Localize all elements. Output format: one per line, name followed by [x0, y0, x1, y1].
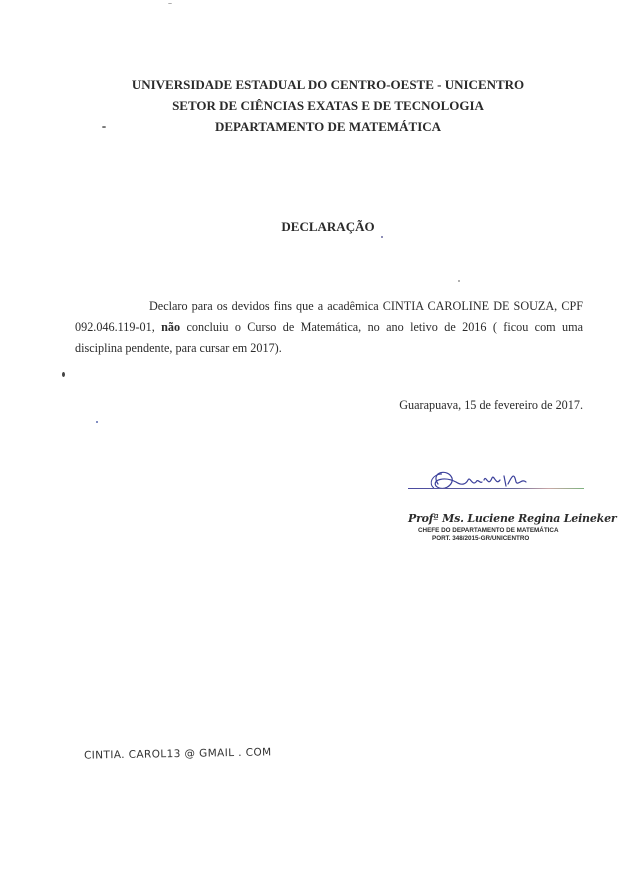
signatory-ordinance: PORT. 348/2015-GR/UNICENTRO [432, 535, 530, 542]
declaration-text-end: concluiu o Curso de Matemática, no ano letivo de 2016 ( ficou com uma disciplina pendente, para cursar em 2017). [75, 320, 584, 355]
sector-name: SETOR DE CIÊNCIAS EXATAS E DE TECNOLOGIA [172, 98, 484, 113]
signatory-name: Profª Ms. Luciene Regina Leineker [408, 512, 617, 525]
scan-speck [458, 280, 460, 282]
department-name: DEPARTAMENTO DE MATEMÁTICA [214, 119, 442, 134]
declaration-paragraph [75, 296, 583, 359]
date-line: Guarapuava, 15 de fevereiro de 2017. [399, 398, 583, 412]
declaration-text-bold: não [161, 320, 181, 334]
signature-line [408, 488, 584, 489]
scan-speck [96, 421, 98, 423]
signature-scribble [408, 462, 588, 496]
scan-speck [102, 126, 106, 128]
handwritten-email-note: CINTIA. CAROL13 @ GMAIL . COM [83, 746, 272, 762]
declaration-text-start: Declaro para os devidos fins que a acadêmica CINTIA CAROLINE DE SOUZA, CPF 092.046.119-01, [75, 299, 583, 334]
scan-speck [62, 372, 65, 377]
scan-speck [381, 236, 383, 238]
signatory-role: CHEFE DO DEPARTAMENTO DE MATEMÁTICA [418, 527, 559, 534]
university-name: UNIVERSIDADE ESTADUAL DO CENTRO-OESTE - UNICENTRO [131, 77, 525, 92]
document-header [0, 74, 640, 137]
signatory-stamp [408, 512, 617, 543]
scan-speck [168, 3, 172, 4]
document-title: DECLARAÇÃO [281, 219, 375, 234]
